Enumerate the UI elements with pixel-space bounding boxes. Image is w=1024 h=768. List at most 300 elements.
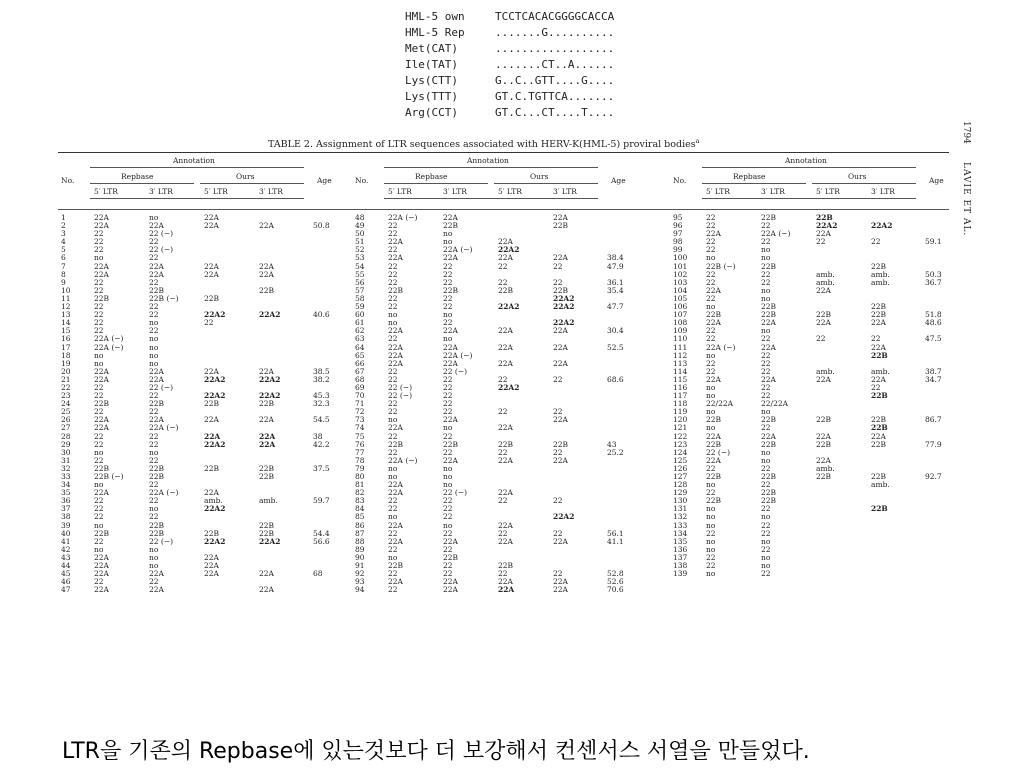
cell-ours-5ltr: 22A [204,366,219,376]
cell-ours-5ltr: 22A [204,561,219,571]
cell-repbase-5ltr: 22B (−) [706,261,736,271]
cell-row-number: 119 [673,407,688,417]
cell-repbase-5ltr: 22 [94,577,104,587]
cell-age: 40.6 [313,310,330,320]
cell-repbase-3ltr: 22B [761,439,777,449]
cell-repbase-3ltr: 22 [761,277,771,287]
cell-row-number: 61 [355,318,365,328]
cell-repbase-3ltr: 22 [761,382,771,392]
cell-row-number: 36 [61,496,71,506]
header-rule-repbase [90,183,194,184]
cell-row-number: 136 [673,544,688,554]
cell-repbase-3ltr: 22 (−) [149,245,174,255]
cell-ours-3ltr: 22A [259,221,274,231]
cell-ours-3ltr: 22A [259,415,274,425]
cell-age: 77.9 [925,439,942,449]
cell-repbase-3ltr: 22B [761,496,777,506]
cell-row-number: 118 [673,399,688,409]
cell-repbase-3ltr: 22 [149,310,159,320]
cell-repbase-3ltr: 22A [149,261,164,271]
cell-repbase-3ltr: 22 [149,253,159,263]
cell-ours-3ltr: 22B [259,520,275,530]
cell-repbase-5ltr: 22B [388,439,404,449]
cell-row-number: 12 [61,302,71,312]
cell-repbase-5ltr: no [706,504,716,514]
cell-repbase-5ltr: no [94,520,104,530]
cell-ours-3ltr: 22B [871,472,887,481]
cell-repbase-3ltr: no [443,463,453,473]
cell-repbase-5ltr: 22 [388,269,398,279]
cell-repbase-3ltr: 22 [443,561,453,571]
cell-row-number: 34 [61,480,71,490]
cell-row-number: 93 [355,577,365,587]
cell-repbase-5ltr: 22 [706,561,716,571]
cell-repbase-5ltr: no [706,423,716,433]
cell-repbase-5ltr: no [94,358,104,368]
cell-repbase-5ltr: no [388,310,398,320]
cell-repbase-5ltr: 22 [388,302,398,312]
cell-repbase-5ltr: 22 [94,318,104,328]
table-row [670,570,949,578]
cell-row-number: 57 [355,285,365,295]
cell-repbase-3ltr: 22B [149,463,165,473]
cell-age: 32.3 [313,399,330,409]
cell-row-number: 67 [355,366,365,376]
cell-repbase-5ltr: 22 (−) [706,447,731,457]
alignment-sequence: TCCTCACACGGGGCACCA [495,10,615,23]
alignment-sequence: GT.C...CT....T.... [495,106,615,119]
cell-ours-3ltr: 22B [871,391,888,401]
cell-ours-5ltr: 22A [498,577,513,587]
alignment-label: Arg(CCT) [405,106,458,119]
cell-age: 47.5 [925,334,942,344]
header-repbase: Repbase [733,172,766,181]
cell-row-number: 137 [673,552,688,562]
cell-repbase-3ltr: no [761,293,771,303]
cell-repbase-3ltr: 22 [443,391,453,401]
cell-row-number: 9 [61,277,66,287]
cell-repbase-5ltr: 22 [94,512,104,522]
cell-repbase-5ltr: no [706,512,716,522]
cell-ours-5ltr: 22A [498,455,513,465]
cell-row-number: 81 [355,480,365,490]
cell-ours-3ltr: 22A [259,261,274,271]
cell-ours-3ltr: 22B [871,350,888,360]
header-age: Age [929,176,944,185]
header-rule-annotation [384,167,598,168]
header-repbase: Repbase [121,172,154,181]
cell-ours-5ltr: 22A [204,431,221,441]
cell-row-number: 54 [355,261,365,271]
cell-repbase-5ltr: 22 [706,245,716,255]
header-5ltr: 5′ LTR [94,187,118,196]
cell-row-number: 125 [673,455,688,465]
cell-repbase-3ltr: no [761,407,771,417]
cell-repbase-3ltr: no [761,285,771,295]
cell-row-number: 98 [673,237,683,247]
cell-repbase-5ltr: 22 [388,447,398,457]
cell-repbase-5ltr: 22A [706,285,721,295]
cell-row-number: 124 [673,447,688,457]
cell-repbase-3ltr: 22 [761,221,771,231]
cell-ours-5ltr: 22 [498,447,508,457]
cell-row-number: 80 [355,472,365,481]
cell-repbase-3ltr: 22 [443,261,453,271]
cell-ours-3ltr: amb. [259,496,278,506]
alignment-label: HML-5 own [405,10,465,23]
cell-ours-3ltr: 22A [259,585,274,595]
cell-row-number: 1 [61,213,66,222]
cell-row-number: 79 [355,463,365,473]
cell-row-number: 113 [673,358,688,368]
cell-repbase-5ltr: no [388,512,398,522]
header-age: Age [611,176,626,185]
cell-repbase-5ltr: 22 [706,277,716,287]
cell-repbase-5ltr: 22A [706,431,721,441]
cell-ours-5ltr: 22 [498,496,508,506]
cell-repbase-5ltr: 22 [388,229,398,239]
cell-row-number: 8 [61,269,66,279]
cell-row-number: 109 [673,326,688,336]
cell-ours-5ltr: 22A [816,374,831,384]
cell-repbase-3ltr: no [149,350,159,360]
cell-row-number: 27 [61,423,71,433]
cell-repbase-5ltr: no [706,391,716,401]
cell-repbase-5ltr: no [706,253,716,263]
cell-row-number: 85 [355,512,365,522]
cell-repbase-3ltr: no [761,512,771,522]
cell-repbase-3ltr: 22A [149,221,164,231]
header-repbase: Repbase [415,172,448,181]
cell-repbase-3ltr: 22B [149,528,165,538]
cell-row-number: 3 [61,229,66,239]
cell-row-number: 123 [673,439,688,449]
cell-row-number: 50 [355,229,365,239]
cell-row-number: 53 [355,253,365,263]
cell-row-number: 135 [673,536,688,546]
cell-repbase-3ltr: no [149,504,159,514]
cell-age: 42.2 [313,439,330,449]
cell-repbase-3ltr: no [149,318,159,328]
alignment-row [405,89,614,105]
cell-age: 36.7 [925,277,942,287]
cell-row-number: 29 [61,439,71,449]
cell-row-number: 75 [355,431,365,441]
cell-repbase-3ltr: 22 [443,569,453,579]
cell-ours-5ltr: 22A [204,488,219,498]
cell-repbase-5ltr: 22A [94,221,109,231]
cell-repbase-5ltr: 22A (−) [94,334,124,344]
cell-repbase-3ltr: 22A [443,342,458,352]
cell-repbase-5ltr: 22B [94,463,110,473]
cell-repbase-3ltr: no [149,552,159,562]
cell-repbase-3ltr: 22 [443,447,453,457]
cell-row-number: 106 [673,302,688,312]
cell-repbase-5ltr: 22 [388,496,398,506]
cell-row-number: 6 [61,253,66,263]
cell-repbase-5ltr: 22A [94,569,109,579]
cell-ours-5ltr: 22B [204,399,220,409]
cell-age: 41.1 [607,536,624,546]
cell-row-number: 73 [355,415,365,425]
cell-row-number: 87 [355,528,365,538]
cell-age: 59.7 [313,496,330,506]
cell-row-number: 69 [355,382,365,392]
cell-age: 47.9 [607,261,624,271]
cell-age: 38.4 [607,253,624,263]
cell-ours-3ltr: 22A [259,569,274,579]
cell-repbase-5ltr: 22 (−) [388,382,413,392]
cell-repbase-3ltr: 22 [149,407,159,417]
cell-ours-5ltr: 22A [498,342,513,352]
cell-repbase-5ltr: no [388,552,398,562]
cell-row-number: 99 [673,245,683,255]
cell-row-number: 82 [355,488,365,498]
cell-repbase-5ltr: no [388,318,398,328]
cell-age: 92.7 [925,472,942,481]
alignment-row [405,41,614,57]
cell-repbase-3ltr: 22B [443,221,459,231]
cell-ours-3ltr: 22 [553,407,563,417]
cell-ours-5ltr: 22B [816,415,832,425]
cell-age: 54.4 [313,528,330,538]
cell-repbase-3ltr: 22 (−) [443,366,468,376]
cell-repbase-3ltr: no [149,358,159,368]
cell-row-number: 21 [61,374,71,384]
header-3ltr: 3′ LTR [871,187,895,196]
cell-age: 38.7 [925,366,942,376]
table-row [352,311,656,319]
cell-row-number: 86 [355,520,365,530]
cell-ours-5ltr: 22A2 [204,310,226,320]
cell-repbase-5ltr: 22 [388,366,398,376]
cell-repbase-3ltr: 22B (−) [149,293,179,303]
cell-repbase-5ltr: 22A [94,261,109,271]
cell-repbase-5ltr: no [706,569,716,579]
cell-repbase-5ltr: 22 [388,334,398,344]
cell-row-number: 77 [355,447,365,457]
table-column-group [352,214,656,594]
cell-row-number: 26 [61,415,71,425]
cell-ours-5ltr: 22A [498,520,513,530]
alignment-row [405,9,614,25]
cell-repbase-5ltr: 22A [94,552,109,562]
cell-ours-5ltr: 22A [204,569,219,579]
cell-ours-3ltr: 22A [259,431,276,441]
cell-ours-3ltr: 22A [553,253,568,263]
cell-repbase-3ltr: 22A [443,577,458,587]
cell-row-number: 48 [355,213,365,222]
cell-age: 86.7 [925,415,942,425]
cell-repbase-3ltr: 22 [761,569,771,579]
cell-repbase-3ltr: no [149,342,159,352]
cell-repbase-3ltr: no [761,552,771,562]
cell-repbase-5ltr: 22B [706,439,722,449]
cell-repbase-5ltr: 22 [706,326,716,336]
cell-age: 38.5 [313,366,330,376]
cell-repbase-5ltr: 22 [94,407,104,417]
cell-ours-3ltr: 22B [871,423,888,433]
cell-repbase-3ltr: 22A [443,326,458,336]
cell-age: 52.8 [607,569,624,579]
cell-repbase-5ltr: 22 [706,358,716,368]
cell-repbase-3ltr: no [761,536,771,546]
cell-row-number: 105 [673,293,688,303]
cell-repbase-3ltr: no [761,326,771,336]
cell-ours-3ltr: 22A2 [871,221,893,231]
cell-row-number: 30 [61,447,71,457]
cell-ours-3ltr: 22B [871,310,887,320]
cell-row-number: 64 [355,342,365,352]
cell-row-number: 55 [355,269,365,279]
cell-repbase-3ltr: 22A [761,431,776,441]
cell-repbase-3ltr: 22 [443,504,453,514]
cell-repbase-5ltr: 22A (−) [388,213,418,222]
cell-row-number: 59 [355,302,365,312]
cell-ours-3ltr: 22A [259,439,276,449]
table-row [352,505,656,513]
cell-row-number: 13 [61,310,71,320]
cell-ours-5ltr: 22A [498,358,513,368]
cell-ours-5ltr: 22A2 [204,439,226,449]
cell-ours-5ltr: 22A [498,253,513,263]
cell-age: 59.1 [925,237,942,247]
cell-repbase-5ltr: 22A [388,326,403,336]
cell-repbase-3ltr: 22 [443,496,453,506]
cell-ours-3ltr: 22B [553,221,569,231]
cell-row-number: 72 [355,407,365,417]
cell-row-number: 66 [355,358,365,368]
cell-row-number: 28 [61,431,71,441]
cell-repbase-3ltr: 22 [149,480,159,490]
cell-repbase-5ltr: 22 [388,221,398,231]
alignment-label: Met(CAT) [405,42,458,55]
cell-ours-3ltr: amb. [871,277,890,287]
cell-repbase-3ltr: 22 [443,399,453,409]
cell-ours-5ltr: 22 [816,334,826,344]
cell-row-number: 19 [61,358,71,368]
cell-repbase-5ltr: 22A [94,269,109,279]
cell-repbase-5ltr: 22 [94,391,104,401]
cell-ours-5ltr: 22 [498,374,508,384]
cell-row-number: 139 [673,569,688,579]
cell-age: 50.8 [313,221,330,231]
cell-repbase-5ltr: 22 [94,302,104,312]
cell-repbase-3ltr: 22A [761,374,776,384]
cell-row-number: 14 [61,318,71,328]
cell-ours-3ltr: 22B [871,415,887,425]
cell-repbase-3ltr: 22B [761,415,777,425]
cell-row-number: 51 [355,237,365,247]
cell-row-number: 129 [673,488,688,498]
cell-repbase-3ltr: 22A [443,253,458,263]
cell-age: 36.1 [607,277,624,287]
cell-repbase-3ltr: no [443,334,453,344]
cell-repbase-3ltr: 22 [149,577,159,587]
cell-age: 47.7 [607,302,624,312]
cell-ours-5ltr: 22A [204,221,219,231]
cell-repbase-3ltr: 22 [443,407,453,417]
cell-repbase-3ltr: 22 [761,480,771,490]
cell-ours-3ltr: 22A2 [259,536,281,546]
header-rule-ours [200,183,304,184]
running-head-author: LAVIE ET AL. [961,162,971,237]
alignment-sequence: GT.C.TGTTCA....... [495,90,615,103]
cell-row-number: 17 [61,342,71,352]
table-row [352,586,656,594]
cell-repbase-5ltr: 22A [94,561,109,571]
cell-ours-5ltr: 22A2 [498,302,520,312]
cell-repbase-3ltr: 22 [443,382,453,392]
cell-age: 56.6 [313,536,330,546]
cell-ours-5ltr: 22A2 [204,391,226,401]
cell-ours-5ltr: 22B [816,310,832,320]
cell-row-number: 49 [355,221,365,231]
cell-row-number: 4 [61,237,66,247]
cell-ours-3ltr: 22 [871,382,881,392]
cell-row-number: 126 [673,463,688,473]
header-no: No. [673,176,687,185]
cell-age: 56.1 [607,528,624,538]
cell-repbase-3ltr: 22 [761,334,771,344]
cell-row-number: 120 [673,415,688,425]
cell-repbase-3ltr: 22 [443,374,453,384]
cell-repbase-5ltr: 22B [706,310,722,320]
cell-ours-3ltr: 22A2 [259,310,281,320]
cell-repbase-5ltr: 22A [94,366,109,376]
cell-ours-3ltr: 22A [553,536,568,546]
cell-repbase-5ltr: no [388,415,398,425]
ltr-assignment-table [58,152,949,744]
cell-repbase-5ltr: 22A [94,423,109,433]
cell-row-number: 35 [61,488,71,498]
header-rule-repbase [702,183,806,184]
cell-age: 38.2 [313,374,330,384]
alignment-row [405,57,614,73]
cell-repbase-5ltr: 22B [94,528,110,538]
cell-ours-5ltr: 22A [498,536,513,546]
cell-repbase-3ltr: 22A (−) [149,488,179,498]
cell-repbase-5ltr: 22 [94,326,104,336]
cell-repbase-3ltr: 22A [149,415,164,425]
cell-row-number: 24 [61,399,71,409]
cell-repbase-5ltr: 22A [388,423,403,433]
cell-repbase-3ltr: 22A [149,585,164,595]
header-3ltr: 3′ LTR [761,187,785,196]
cell-ours-5ltr: 22A [816,229,831,239]
cell-repbase-5ltr: 22A [706,318,721,328]
cell-repbase-3ltr: 22A [443,213,458,222]
cell-repbase-5ltr: 22A (−) [388,455,418,465]
cell-repbase-3ltr: 22B [149,399,165,409]
cell-ours-5ltr: amb. [816,269,835,279]
table-caption-footnote-mark: a [695,137,700,145]
cell-row-number: 33 [61,472,71,481]
cell-ours-3ltr: 22A [259,269,274,279]
header-rule-ltr [702,198,916,199]
cell-repbase-5ltr: 22A [94,415,109,425]
cell-repbase-5ltr: 22 [94,431,104,441]
cell-row-number: 107 [673,310,688,320]
cell-repbase-5ltr: 22 [388,277,398,287]
alignment-label: Lys(TTT) [405,90,458,103]
cell-ours-3ltr: 22A [553,326,568,336]
cell-repbase-3ltr: 22 [149,302,159,312]
cell-row-number: 100 [673,253,688,263]
cell-repbase-5ltr: 22 [94,439,104,449]
cell-ours-3ltr: 22B [871,439,887,449]
cell-repbase-5ltr: 22 [388,245,398,255]
